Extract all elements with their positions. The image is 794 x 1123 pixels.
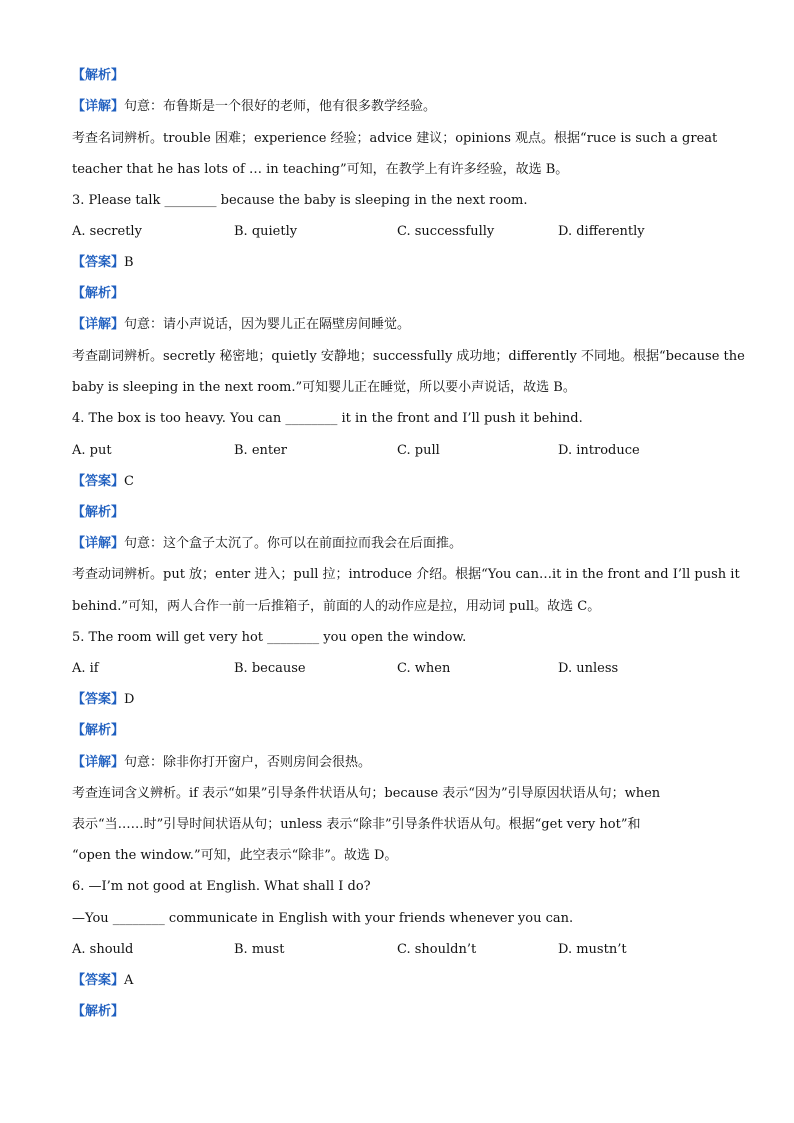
option-a: A. if: [72, 661, 99, 676]
explanation-line: 考查名词辨析。trouble 困难；experience 经验；advice 建议；opinions 观点。根据“ruce is such a great: [72, 131, 718, 146]
detail-tag: 【详解】: [72, 536, 125, 551]
answer-value: A: [124, 973, 134, 988]
detail-tag: 【详解】: [72, 755, 125, 770]
option-b: B. quietly: [234, 224, 298, 239]
answer-tag: 【答案】: [72, 973, 125, 988]
option-c: C. shouldn’t: [397, 942, 477, 957]
option-c: C. successfully: [397, 224, 495, 239]
answer-tag: 【答案】: [72, 474, 125, 489]
analysis-tag: 【解析】: [72, 505, 125, 520]
question-4: 4. The box is too heavy. You can ________ it in the front and I’ll push it behind.: [72, 411, 583, 426]
answer-value: C: [124, 474, 134, 489]
option-c: C. pull: [397, 443, 440, 458]
explanation-line: 考查连词含义辨析。if 表示“如果”引导条件状语从句；because 表示“因为”引导原因状语从句；when: [72, 786, 661, 801]
question-3: 3. Please talk ________ because the baby is sleeping in the next room.: [72, 193, 528, 208]
answer-tag: 【答案】: [72, 692, 125, 707]
explanation-line: teacher that he has lots of … in teaching”可知，在教学上有许多经验，故选 B。: [72, 162, 569, 177]
detail-tag: 【详解】: [72, 317, 125, 332]
analysis-tag: 【解析】: [72, 723, 125, 738]
answer-line: [72, 254, 134, 272]
option-b: B. enter: [234, 443, 288, 458]
explanation-line: 考查动词辨析。put 放；enter 进入；pull 拉；introduce 介绍。根据“You can…it in the front and I’ll push it: [72, 567, 740, 582]
analysis-tag: 【解析】: [72, 1004, 125, 1019]
question-6: 6. —I’m not good at English. What shall I do?: [72, 879, 371, 894]
option-d: D. introduce: [558, 443, 640, 458]
option-b: B. must: [234, 942, 285, 957]
answer-line: [72, 473, 134, 491]
option-c: C. when: [397, 661, 451, 676]
option-a: A. secretly: [72, 224, 142, 239]
detail-line: [72, 535, 462, 553]
answer-line: [72, 691, 134, 709]
analysis-tag: 【解析】: [72, 68, 125, 83]
analysis-tag: 【解析】: [72, 286, 125, 301]
explanation-line: behind.”可知，两人合作一前一后推箱子，前面的人的动作应是拉，用动词 pull。故选 C。: [72, 599, 601, 614]
question-5: 5. The room will get very hot ________ you open the window.: [72, 630, 467, 645]
detail-text: 句意：请小声说话，因为婴儿正在隔壁房间睡觉。: [124, 317, 411, 332]
answer-line: [72, 972, 133, 990]
detail-line: [72, 754, 371, 772]
detail-text: 句意：布鲁斯是一个很好的老师，他有很多教学经验。: [124, 99, 437, 114]
explanation-line: baby is sleeping in the next room.”可知婴儿正在睡觉，所以要小声说话，故选 B。: [72, 380, 576, 395]
option-a: A. should: [72, 942, 134, 957]
option-b: B. because: [234, 661, 306, 676]
explanation-line: 表示“当……时”引导时间状语从句；unless 表示“除非”引导条件状语从句。根据“get very hot”和: [72, 817, 641, 832]
detail-line: [72, 98, 436, 116]
detail-text: 句意：除非你打开窗户，否则房间会很热。: [124, 755, 372, 770]
answer-value: B: [124, 255, 134, 270]
option-d: D. mustn’t: [558, 942, 627, 957]
option-d: D. unless: [558, 661, 619, 676]
explanation-line: “open the window.”可知，此空表示“除非”。故选 D。: [72, 848, 398, 863]
answer-value: D: [124, 692, 135, 707]
explanation-line: 考查副词辨析。secretly 秘密地；quietly 安静地；successfully 成功地；differently 不同地。根据“because the: [72, 349, 745, 364]
option-d: D. differently: [558, 224, 645, 239]
detail-line: [72, 316, 410, 334]
detail-tag: 【详解】: [72, 99, 125, 114]
option-a: A. put: [72, 443, 112, 458]
detail-text: 句意：这个盒子太沉了。你可以在前面拉而我会在后面推。: [124, 536, 463, 551]
answer-tag: 【答案】: [72, 255, 125, 270]
question-6-reply: —You ________ communicate in English with your friends whenever you can.: [72, 911, 574, 926]
